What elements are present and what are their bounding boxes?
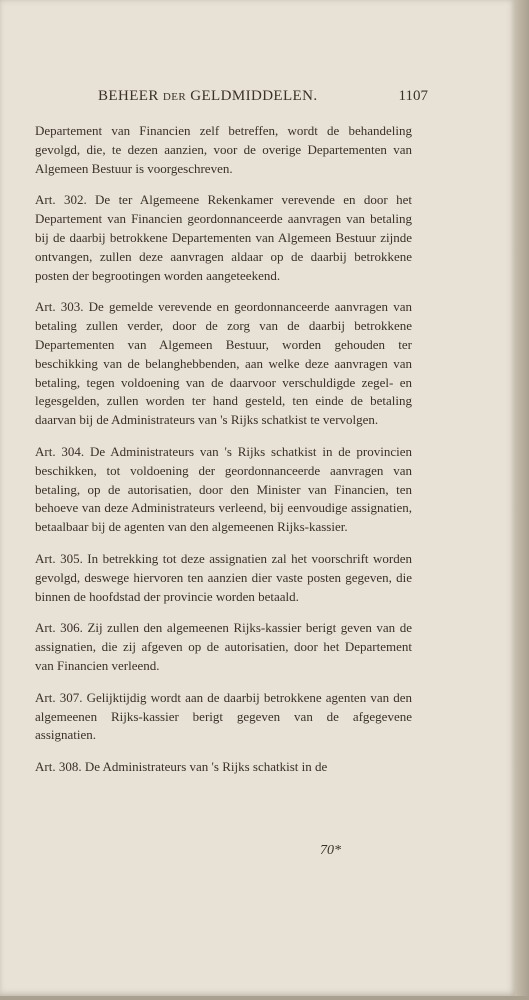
article-302: Art. 302. De ter Algemeene Rekenkamer verevende en door het Departement van Financien geordonnanceerde aanvragen van betaling bij de daarbij betrokkene Departementen van Algemeen Bestuur zijnde ontvangen, zullen deze aanvragen aldaar op de daarbij betrokkene posten der begrootingen worden aangeteekend. — [35, 192, 412, 283]
article-306: Art. 306. Zij zullen den algemeenen Rijks-kassier berigt geven van de assignatien, die zij afgeven op de autorisatien, door het Departement van Financien verleend. — [35, 620, 412, 673]
body-text — [35, 122, 412, 790]
article-303: Art. 303. De gemelde verevende en geordonnanceerde aanvragen van betaling zullen verder, door de zorg van de daarbij betrokkene Departementen van Algemeen Bestuur, worden gehouden ter beschikking van de belanghebbenden, aan welke deze aanvragen van betaling, tegen voldoening van de daarvoor verschuldigde zegel- en legesgelden, zullen worden ter hand gesteld, ten einde de betaling daarvan bij de Administrateurs van 's Rijks schatkist te vervolgen. — [35, 299, 412, 428]
page-edge-bottom — [0, 996, 529, 1000]
page-edge — [515, 0, 529, 1000]
signature-mark: 70* — [320, 843, 341, 858]
running-title-tail: GELDMIDDELEN. — [186, 88, 318, 104]
article-304: Art. 304. De Administrateurs van 's Rijks schatkist in de provincien beschikken, tot voldoening der geordonnanceerde aanvragen van betaling, op de autorisatien, door den Minister van Financien, ten behoeve van deze Administrateurs verleend, bij eenvoudige assignatien, betaalbaar bij de agenten van den algemeenen Rijks-kassier. — [35, 443, 412, 535]
article-305: Art. 305. In betrekking tot deze assignatien zal het voorschrift worden gevolgd, deswege hiervoren ten aanzien dier vaste posten gegeven, die binnen de hoofdstad der provincie worden betaald. — [35, 550, 412, 604]
page-number: 1107 — [398, 88, 428, 104]
paragraph-continuation: Departement van Financien zelf betreffen, wordt de behandeling gevolgd, die, te dezen aanzien, voor de overige Departementen van Algemeen Bestuur is voorgeschreven. — [35, 123, 412, 176]
running-header — [98, 88, 428, 110]
article-307: Art. 307. Gelijktijdig wordt aan de daarbij betrokkene agenten van den algemeenen Rijks-kassier berigt gegeven van de afgegevene assignatien. — [35, 689, 412, 743]
article-308: Art. 308. De Administrateurs van 's Rijks schatkist in de — [35, 759, 328, 775]
running-title — [98, 88, 318, 105]
running-title-small: DER — [162, 91, 187, 103]
running-title-main: BEHEER — [98, 88, 163, 104]
